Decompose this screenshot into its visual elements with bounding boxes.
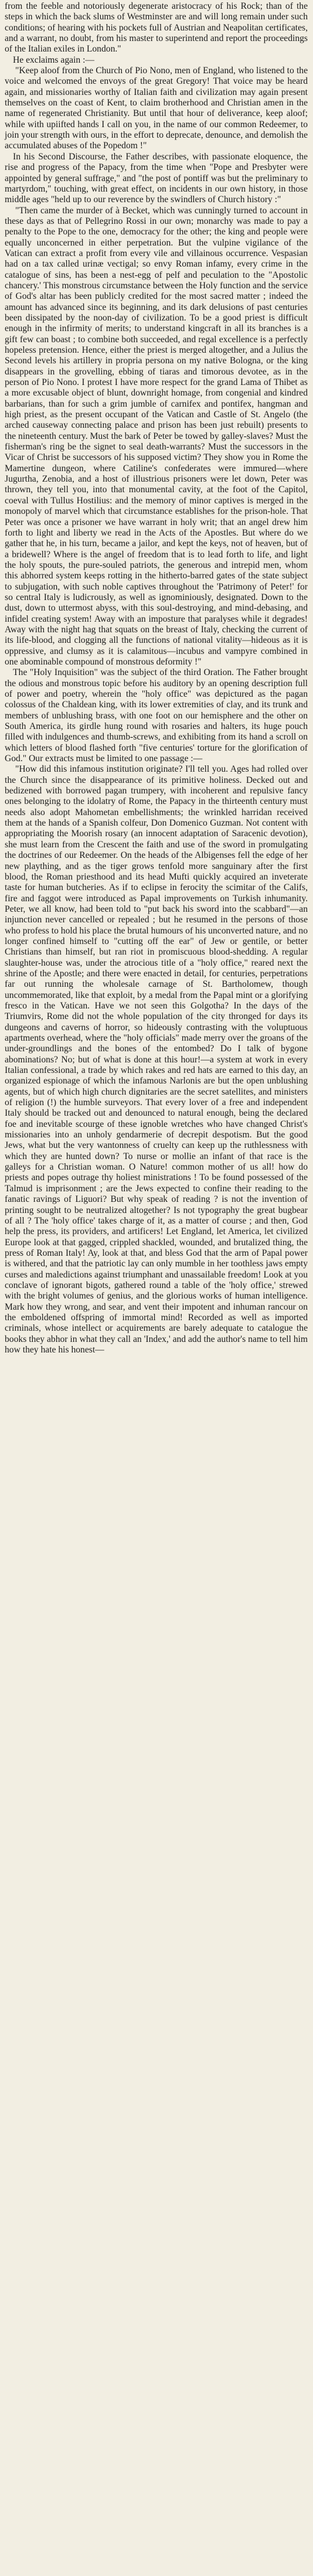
paragraph-continued: from the feeble and notoriously degenerate aristocracy of his Rock; than of the steps in which the back slums of Westminster are and will long remain under such conditions; of hearing with his pockets full of Austrian and Neapolitan certificates, and a warrant, no doubt, from his master to superintend and report the proceedings of the Italian exiles in London."	[5, 1, 308, 54]
paragraph-intro-quote: He exclaims again :—	[13, 54, 94, 65]
article-column	[5, 1, 308, 1355]
quote-keep-aloof: "Keep aloof from the Church of Pio Nono, men of England, who listened to the voice and welcomed the envoys of the great Gregory! That voice may be heard again, and missionaries worthy of Italian faith and civilization may again present themselves on the coast of Kent, to claim brotherhood and Christian amen in the name of regenerated Christianity. But until that hour of deliverance, keep aloof; while with upiifted hands I call on you, in the name of our common Redeemer, to join your strength with ours, in the effort to deprecate, denounce, and demolish the accumulated abuses of the Popedom !"	[5, 66, 308, 151]
paragraph-holy-inquisition: The "Holy Inquisition" was the subject of the third Oration. The Father brought the odious and monstrous topic before his auditory by an opening description full of power and poetry, wherein the "holy office" was depictured as the pagan colossus of the Chaldean king, with its lower extremities of clay, and its trunk and members of unblushing brass, with one foot on our hemisphere and the other on South America, its girdle hung round with rosaries and halters, its huge pouch filled with indulgences and thumb-screws, and exhibiting from its hand a scroll on which letters of blood flashed forth "five centuries' torture for the glorification of God." Our extracts must be limited to one passage :—	[5, 667, 308, 764]
quote-becket: "Then came the murder of à Becket, which was cunningly turned to account in these days as that of Pellegrino Rossi in our own; monarchy was made to pay a penalty to the Pope to the one, democracy for the other; the king and people were equally unconcerned in either perpetration. But the vulpine vigilance of the Vatican can extract a profit from every vile and villainous occurrence. Vespasian had on a tax called urinæ vectigal; so envy Roman infamy, every crime in the catalogue of sins, has been a nest-egg of pelf and peculation to the "Apostolic chancery.' This monstrous circumstance between the Holy function and the service of God's altar has been publicly credited for the most sacred matter ; indeed the amount has advanced since its beginning, and its dark delusions of past centuries been dissipated by the noon-day of civilization. To be a good priest is difficult enough in the infirmity of merits; to understand kingcraft in all its branches is a gift few can boast ; to combine both succeeded, and regal excellence is a perfectly hopeless pretension. Hence, either the priest is merged altogether, and a Julius the Second levels his artillery in propria persona on my native Bologna, or the king disappears in the grovelling, ebbing of tiaras and timorous devotee, as in the person of Pio Nono. I protest I have more respect for the grand Lama of Thibet as a more excusable object of blunt, downright homage, from congenial and kindred barbarians, than for such a grim jumble of carnifex and pontifex, hangman and high priest, as the present occupant of the Vatican and Castle of St. Angelo (the arched causeway connecting palace and prison has been just rebuilt) presents to the nineteenth century. Must the bark of Peter be towed by galley-slaves? Must the fisherman's ring be the signet to seal death-warrants? Must the successors in the Vicar of Christ be successors of his supposed victim? They show you in Rome the Mamertine dungeon, where Catiline's confederates were immured—where Jugurtha, Zenobia, and a host of illustrious prisoners were let down, Peter was thrown, they tell you, into that monumental cavity, at the foot of the Capitol, coeval with Tullus Hostilius: and the memory of minor captives is merged in the monopoly of marvel which that circumstance establishes for the prison-hole. That Peter was once a prisoner we have warrant in holy writ; that an angel drew him forth to light and liberty we read in the Acts of the Apostles. But where do we gather that he, in his turn, became a jailor, and kept the keys, not of heaven, but of a bridewell? Where is the angel of freedom that is to lead forth to life, and light the holy spouts, the pure-souled patriots, the generous and intrepid men, whom this abhorred system keeps rotting in the hitherto-barred gates of the state subject to subjugation, with such noble captives throughout the 'Patrimony of Peter!' for so central Italy is ludicrously, as well as ignominiously, designated. Down to the dust, down to uttermost abyss, with this soul-destroying, and mind-debasing, and infidel creating system! Away with an imposture that paralyses while it degrades! Away with the night hag that squats on the breast of Italy, checking the current of its life-blood, and clogging all the functions of national vitality—hideous as it is oppressive, and clumsy as it is calamitous—incubus and vampyre combined in one abominable compound of monstrous deformity !"	[5, 205, 308, 667]
quote-inquisition-origin: "How did this infamous institution originate? I'll tell you. Ages had rolled over the Church since the disappearance of its primitive holiness. Decked out and bedizened with borrowed pagan trumpery, with incoherent and repulsive fancy ones belonging to the idolatry of Rome, the Papacy in the thirteenth century must needs also adopt Mahometan embellishments; the wrinkled harridan received them at the hands of a Spanish colfeur, Don Domenico Guzman. Not content with appropriating the Moorish rosary (an innocent adaptation of Saracenic devotion), she must learn from the Crescent the faith and use of the sword in promulgating the doctrines of our Redeemer. On the heads of the Albigenses fell the edge of her new plaything, and as the tiger grows tenfold more sanguinary after the first blood, the Roman priesthood and its head Mufti quickly acquired an inveterate taste for human butcheries. As if to eclipse in ferocity the scimitar of the Califs, fire and faggot were introduced as Papal improvements on Turkish inhumanity. Peter, we all know, had been told to "put back his sword into the scabbard"—an injunction never cancelled or repealed ; but he resumed in the persons of those who profess to hold his place the brutal humours of his unconverted nature, and no longer confined himself to "cutting off the ear" of Jew or gentile, or better Christians than himself, but ran riot in promiscuous blood-shedding. A regular slaughter-house was, under the atrocious title of a "holy office," reared next the shrine of the Apostle; and there were enacted in detail, for centuries, perpetrations far out running the wholesale carnage of St. Bartholomew, though uncommemorated, like that exploit, by a medal from the Papal mint or a glorifying fresco in the Vatican. Have we not seen this Golgotha? In the days of the Triumvirs, Rome did not the whole population of the city thronged for days its dungeons and caverns of horror, so hideously contrasting with the voluptuous apartments overhead, where the "holy officials" made merry over the groans of the under-groundlings and the bones of the entombed? Do I talk of bygone abominations? No; but of what is done at this hour!—a system at work in every Italian confessional, a trade by which rakes and red hats are earned to this day, an organized espionage of which the infamous Narlonis are but the open unblushing agents, but of which high church dignitaries are the secret satellites, and ministers of religion (!) the humble surveyors. That every lover of a free and independent Italy should be tracked out and denounced to natural enough, being the declared foe and inevitable scourge of these ignoble wretches who have changed Christ's missionaries into an unholy gendarmerie of decrepit despotism. But the good Jews, what but the very wantonness of cruelty can keep up the ruthlessness with which they are hunted down? To nurse or mollie an infant of that race is the galleys for a Christian woman. O Nature! common mother of us all! how do priests and popes outrage thy holiest ministrations ! To be found possessed of the Talmud is imprisonment ; are the Jews expected to confine their reading to the fanatic ravings of Liguori? But why speak of reading ? is not the invention of printing sought to be neutralized altogether? Is not typography the great bugbear of all ? The 'holy office' takes charge of it, as a matter of course ; and then, God help the press, its providers, and artificers! Let England, let America, let civilized Europe look at that gagged, crippled shackled, wounded, and brutalized thing, the press of Roman Italy! Ay, look at that, and bless God that the arm of Papal power is withered, and that the patriotic lay can only mumble in her toothless jaws empty curses and maledictions against triumphant and unassailable freedom! Look at you conclave of ignorant bigots, gathered round a table of the 'holy office,' strewed with the bright volumes of genius, and the glorious works of human intelligence. Mark how they wrong, and sear, and vent their impotent and inhuman rancour on the emboldened offspring of immortal mind! Recorded as well as imported criminals, whose intellect or acquirements are barely adequate to catalogue the books they abhor in what they call an 'Index,' and add the author's name to tell him how they hate his honest—	[5, 764, 308, 1355]
paragraph-second-discourse: In his Second Discourse, the Father describes, with passionate eloquence, the rise and progress of the Papacy, from the time when "Pope and Presbyter were appointed by general suffrage," and "the post of pontiff was but the preliminary to martyrdom," touching, with great effect, on incidents in our own history, in those middle ages "held up to our reverence by the swindlers of Church history :"	[5, 151, 308, 205]
